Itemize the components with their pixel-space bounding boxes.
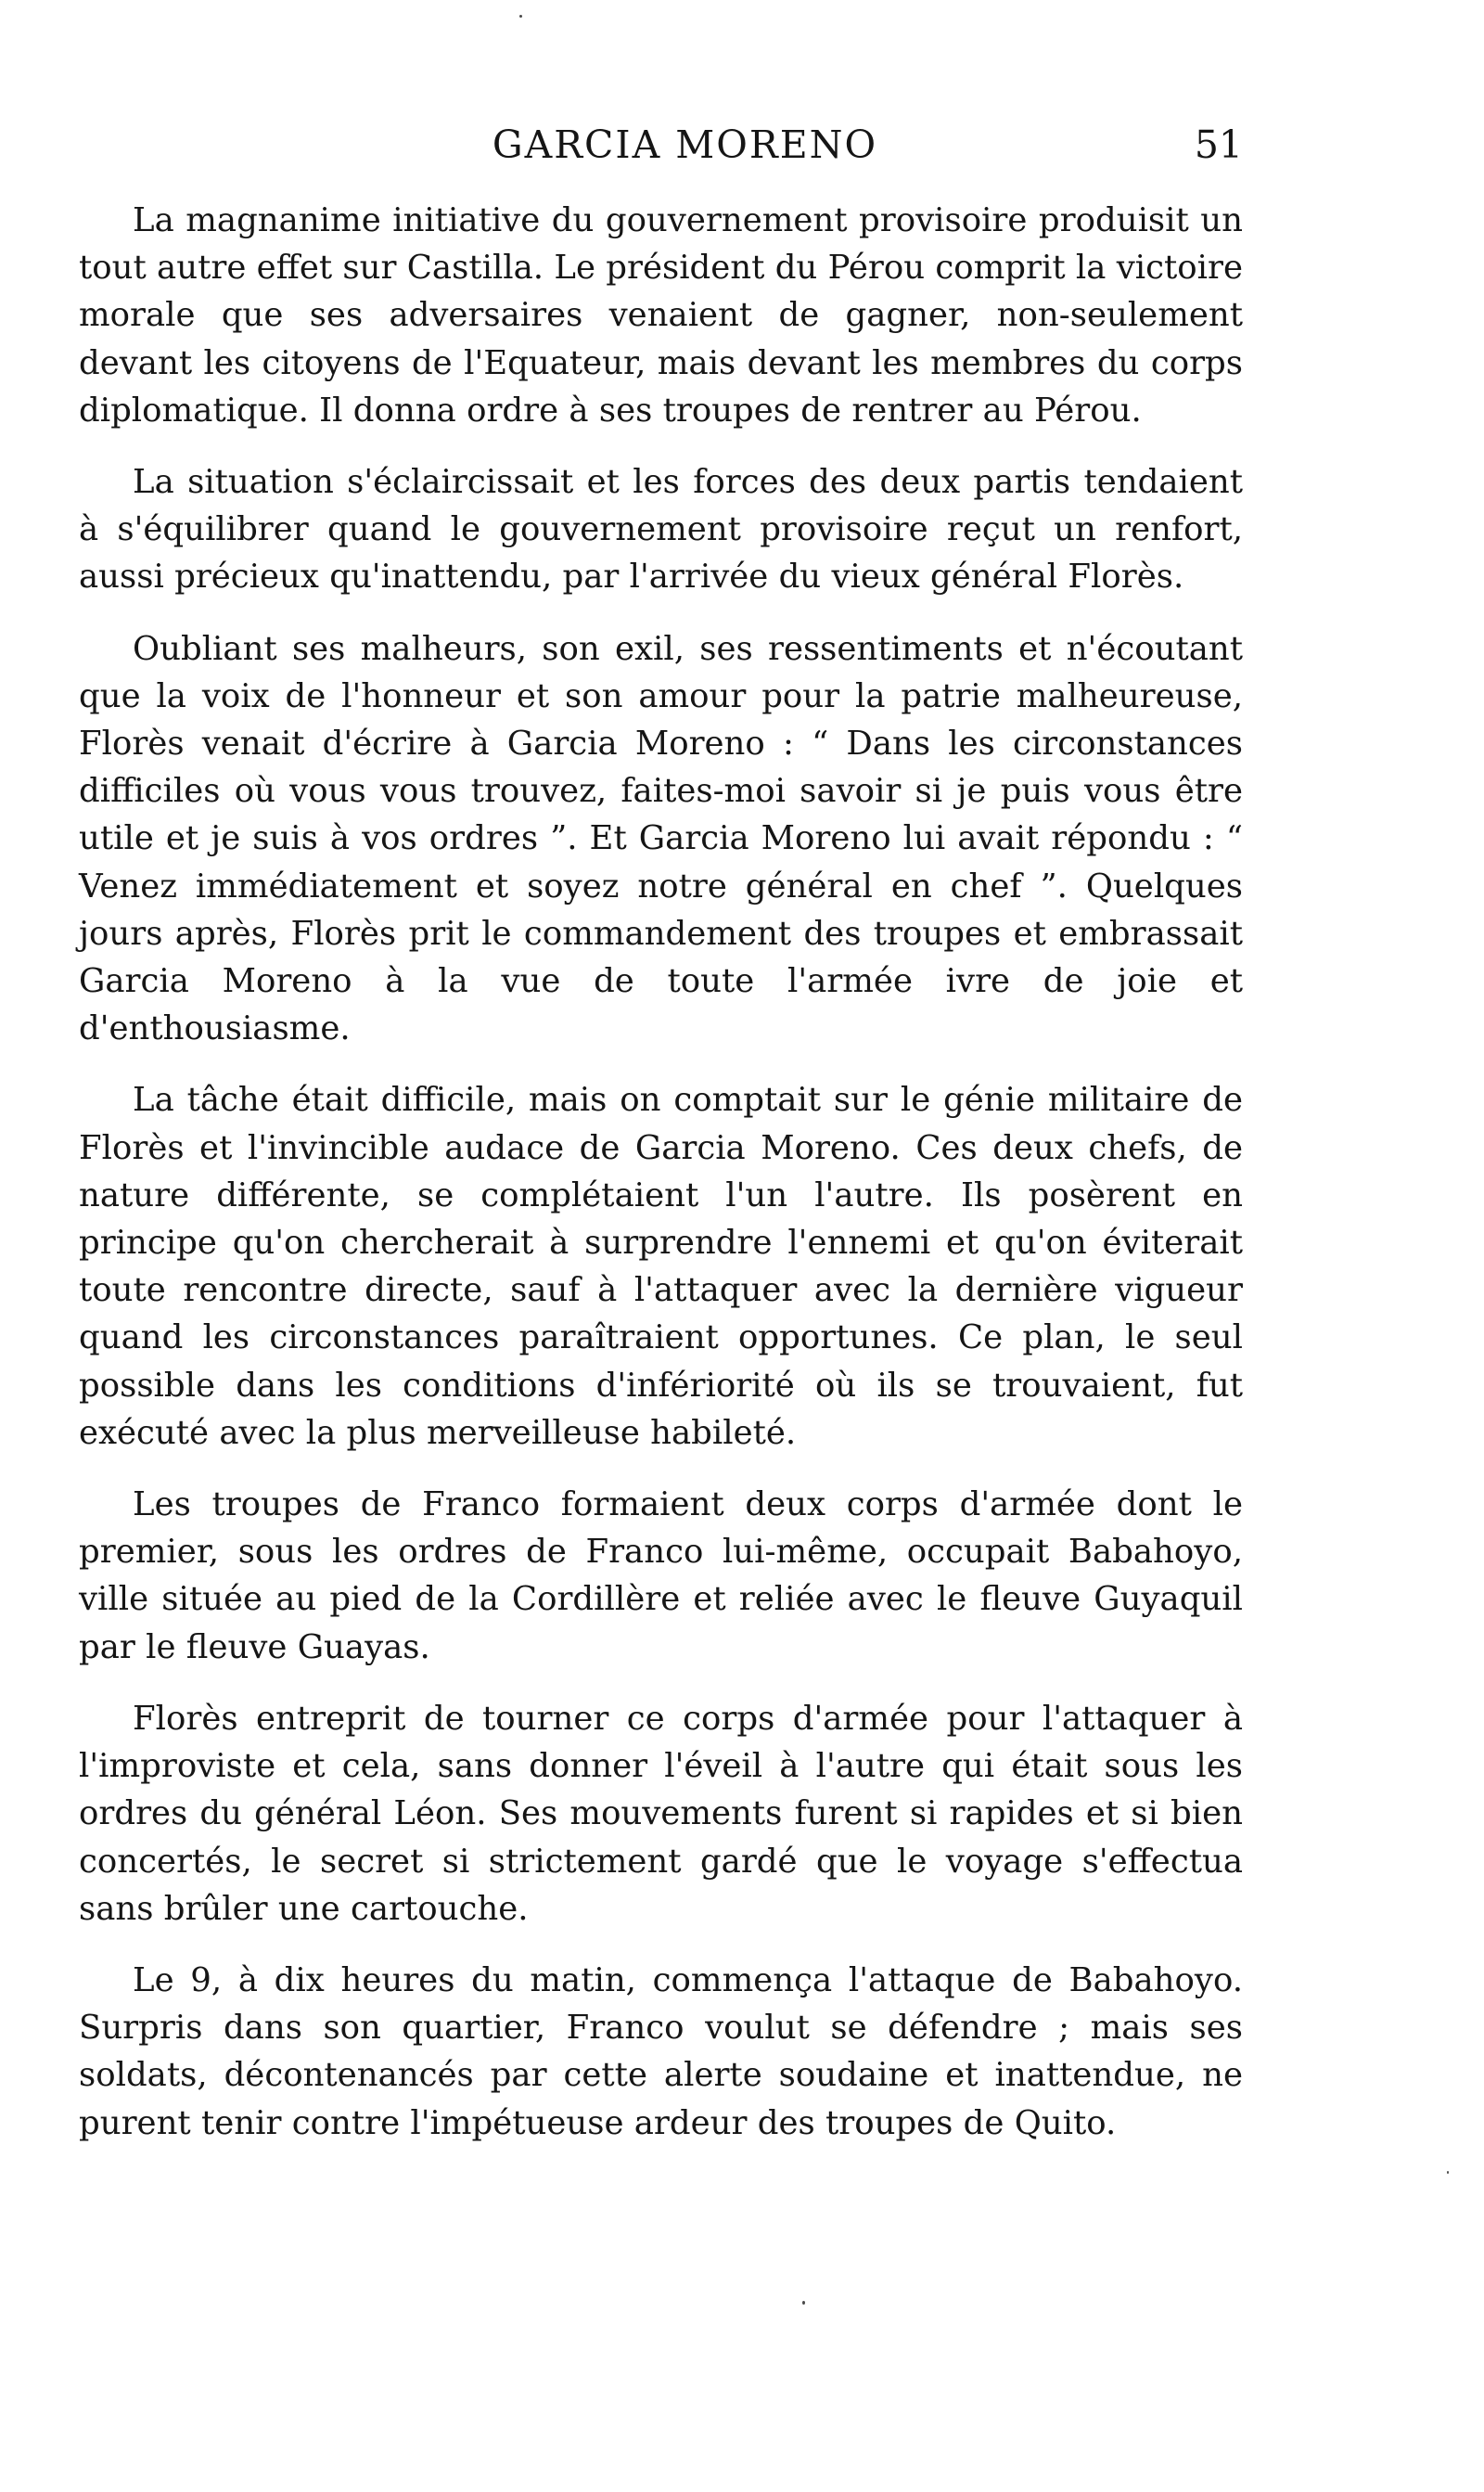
paragraph: Oubliant ses malheurs, son exil, ses ressentiments et n'écoutant que la voix de l'honneur et son amour pour la patrie malheureuse, Florès venait d'écrire à Garcia Moreno : “ Dans les circonstances difficiles où vous vous trouvez, faites-moi savoir si je puis vous être utile et je suis à vos ordres ”. Et Garcia Moreno lui avait répondu : “ Venez immédiatement et soyez notre général en chef ”. Quelques jours après, Florès prit le commandement des troupes et embrassait Garcia Moreno à la vue de toute l'armée ivre de joie et d'enthousiasme.: [79, 629, 1243, 1048]
paragraph: La situation s'éclaircissait et les forces des deux partis tendaient à s'équilibrer quand le gouvernement provisoire reçut un renfort, aussi précieux qu'inattendu, par l'arrivée du vieux général Florès.: [79, 463, 1243, 597]
scan-speck: [519, 15, 522, 18]
page-number: 51: [1194, 122, 1243, 167]
running-title: GARCIA MORENO: [492, 122, 878, 167]
running-head: [127, 117, 1243, 173]
paragraph: Florès entreprit de tourner ce corps d'armée pour l'attaquer à l'improviste et cela, sans donner l'éveil à l'autre qui était sous les ordres du général Léon. Ses mouvements furent si rapides et si bien concertés, le secret si strictement gardé que le voyage s'effectua sans brûler une cartouche.: [79, 1699, 1243, 1928]
scan-speck: [1447, 2171, 1449, 2174]
paragraph: La tâche était difficile, mais on comptait sur le génie militaire de Florès et l'invincible audace de Garcia Moreno. Ces deux chefs, de nature différente, se complétaient l'un l'autre. Ils posèrent en principe qu'on chercherait à surprendre l'ennemi et qu'on éviterait toute rencontre directe, sauf à l'attaquer avec la dernière vigueur quand les circonstances paraîtraient opportunes. Ce plan, le seul possible dans les conditions d'infériorité où ils se trouvaient, fut exécuté avec la plus merveilleuse habileté.: [79, 1081, 1243, 1452]
paragraph: Les troupes de Franco formaient deux corps d'armée dont le premier, sous les ordres de Franco lui-même, occupait Babahoyo, ville située au pied de la Cordillère et reliée avec le fleuve Guyaquil par le fleuve Guayas.: [79, 1485, 1243, 1666]
paragraph: Le 9, à dix heures du matin, commença l'attaque de Babahoyo. Surpris dans son quartier, Franco voulut se défendre ; mais ses soldats, décontenancés par cette alerte soudaine et inattendue, ne purent tenir contre l'impétueuse ardeur des troupes de Quito.: [79, 1960, 1243, 2142]
scan-speck: [802, 2301, 805, 2305]
paragraph: La magnanime initiative du gouvernement provisoire produisit un tout autre effet sur Castilla. Le président du Pérou comprit la victoire morale que ses adversaires venaient de gagner, non-seulement devant les citoyens de l'Equateur, mais devant les membres du corps diplomatique. Il donna ordre à ses troupes de rentrer au Pérou.: [79, 201, 1243, 430]
body-text: [79, 197, 1243, 2171]
